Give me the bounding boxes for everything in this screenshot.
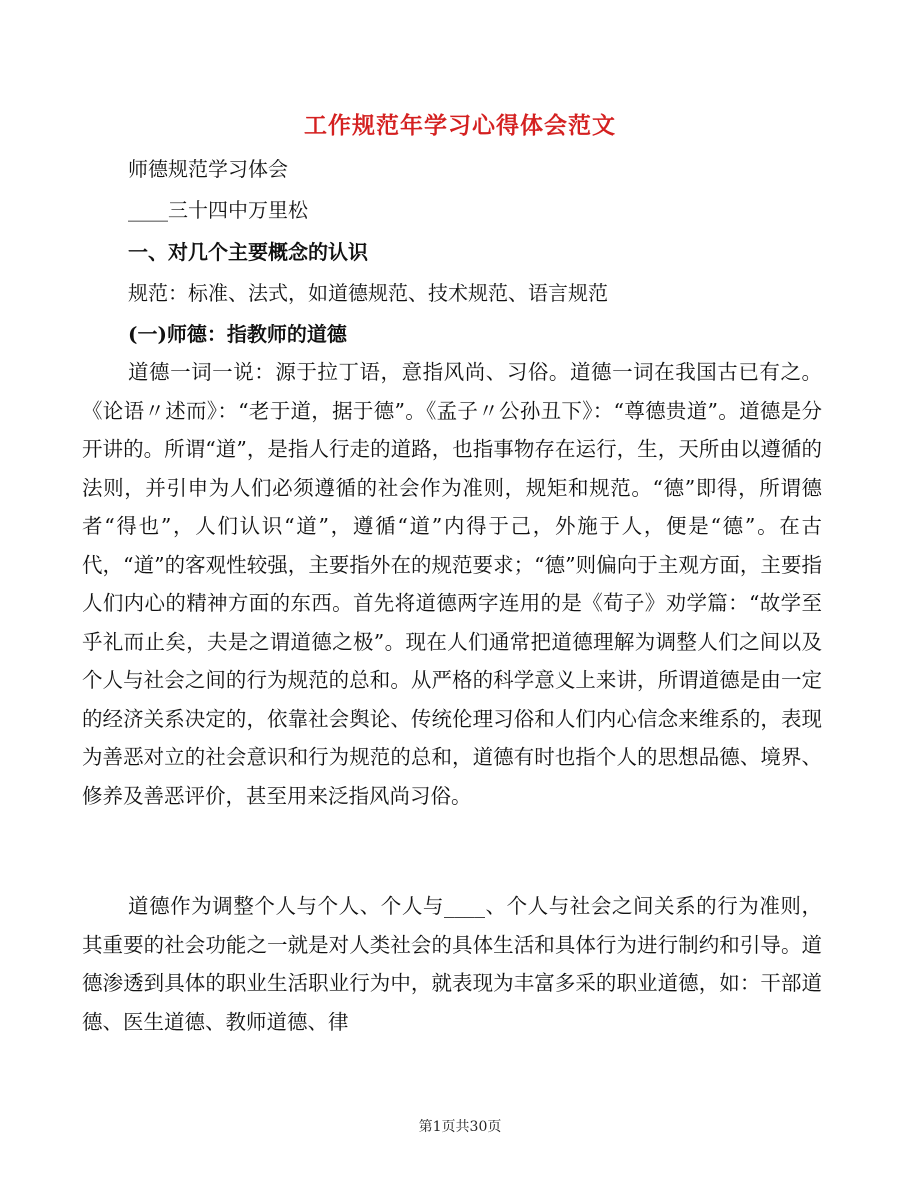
author-line: ____三十四中万里松	[128, 198, 308, 222]
section-heading-2: (一)师德：指教师的道德	[128, 322, 347, 346]
section-heading-1: 一、对几个主要概念的认识	[128, 240, 368, 264]
subtitle: 师德规范学习体会	[128, 157, 288, 181]
definition-line: 规范：标准、法式，如道德规范、技术规范、语言规范	[128, 281, 608, 305]
paragraph-1: 道德一词一说：源于拉丁语，意指风尚、习俗。道德一词在我国古已有之。《论语〃述而》：“老于道，据于德”。《孟子〃公孙丑下》：“尊德贵道”。道德是分开讲的。所谓“道”，是指人行走的道路，也指事物存在运行，生，天所由以遵循的法则，并引申为人们必须遵循的社会作为准则，规矩和规范。“德”即得，所谓德者“得也”，人们认识“道”，遵循“道”内得于己，外施于人，便是“德”。在古代，“道”的客观性较强，主要指外在的规范要求；“德”则偏向于主观方面，主要指人们内心的精神方面的东西。首先将道德两字连用的是《荀子》劝学篇：“故学至乎礼而止矣，夫是之谓道德之极”。现在人们通常把道德理解为调整人们之间以及个人与社会之间的行为规范的总和。从严格的科学意义上来讲，所谓道德是由一定的经济关系决定的，依靠社会舆论、传统伦理习俗和人们内心信念来维系的，表现为善恶对立的社会意识和行为规范的总和，道德有时也指个人的思想品德、境界、修养及善恶评价，甚至用来泛指风尚习俗。	[82, 360, 822, 808]
paragraph-2: 道德作为调整个人与个人、个人与____、个人与社会之间关系的行为准则，其重要的社会功能之一就是对人类社会的具体生活和具体行为进行制约和引导。道德渗透到具体的职业生活职业行为中，就表现为丰富多采的职业道德，如：干部道德、医生道德、教师道德、律	[82, 894, 822, 1034]
document-title: 工作规范年学习心得体会范文	[304, 112, 616, 139]
page-number: 第1页共30页	[418, 1119, 502, 1135]
